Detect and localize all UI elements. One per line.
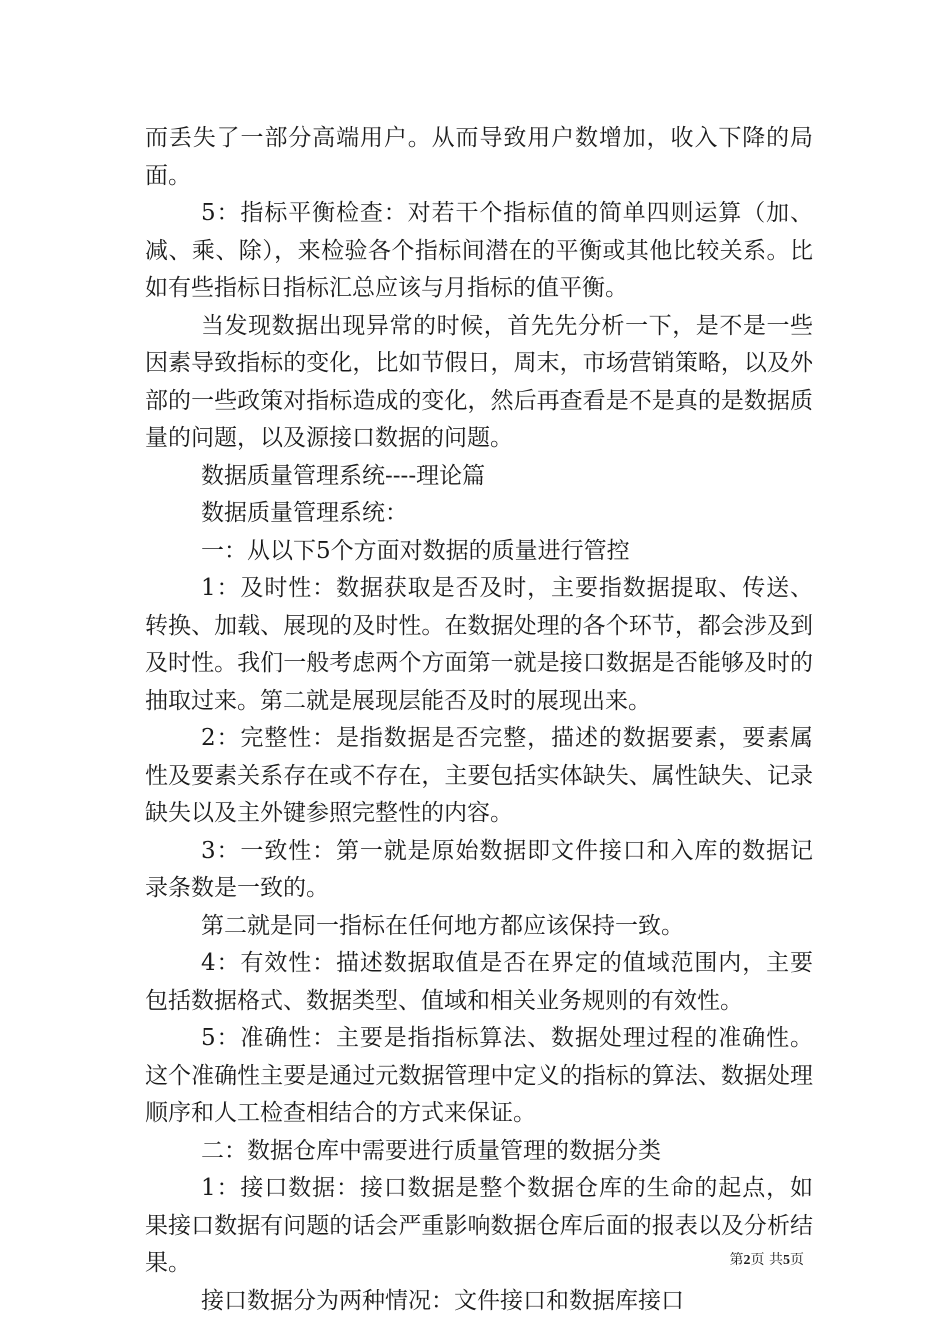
heading-part-two: 二：数据仓库中需要进行质量管理的数据分类 — [201, 1137, 661, 1164]
heading-part-one: 一：从以下5个方面对数据的质量进行管控 — [201, 537, 630, 564]
paragraph-3: 当发现数据出现异常的时候，首先先分析一下，是不是一些因素导致指标的变化，比如节假日，周末，市场营销策略，以及外部的一些政策对指标造成的变化，然后再查看是不是真的是数据质量的问题，以及源接口数据的问题。 — [145, 312, 813, 451]
footer-suffix: 页 — [790, 1252, 804, 1268]
footer-middle: 页 共 — [750, 1252, 783, 1268]
paragraph-last: 接口数据分为两种情况：文件接口和数据库接口 — [201, 1287, 684, 1314]
item-interface-data: 1：接口数据：接口数据是整个数据仓库的生命的起点，如果接口数据有问题的话会严重影响数据仓库后面的报表以及分析结果。 — [145, 1175, 813, 1276]
document-body — [145, 120, 813, 1320]
paragraph-1: 而丢失了一部分高端用户。从而导致用户数增加，收入下降的局面。 — [145, 125, 813, 189]
page-number-footer — [730, 1249, 804, 1269]
footer-prefix: 第 — [729, 1252, 744, 1268]
item-validity: 4：有效性：描述数据取值是否在界定的值域范围内，主要包括数据格式、数据类型、值域和相关业务规则的有效性。 — [145, 950, 813, 1014]
item-accuracy: 5：准确性：主要是指指标算法、数据处理过程的准确性。这个准确性主要是通过元数据管理中定义的指标的算法、数据处理顺序和人工检查相结合的方式来保证。 — [145, 1025, 813, 1126]
paragraph-2: 5：指标平衡检查：对若干个指标值的简单四则运算（加、减、乘、除），来检验各个指标间潜在的平衡或其他比较关系。比如有些指标日指标汇总应该与月指标的值平衡。 — [145, 200, 813, 301]
total-pages-number: 5 — [783, 1253, 790, 1268]
paragraph-5: 数据质量管理系统： — [201, 500, 408, 526]
item-consistency-cont: 第二就是同一指标在任何地方都应该保持一致。 — [201, 912, 684, 939]
item-consistency: 3：一致性：第一就是原始数据即文件接口和入库的数据记录条数是一致的。 — [145, 837, 813, 901]
item-timeliness: 1：及时性：数据获取是否及时，主要指数据提取、传送、转换、加载、展现的及时性。在数据处理的各个环节，都会涉及到及时性。我们一般考虑两个方面第一就是接口数据是否能够及时的抽取过来。第二就是展现层能否及时的展现出来。 — [145, 575, 813, 714]
current-page-number: 2 — [743, 1253, 751, 1268]
item-completeness: 2：完整性：是指数据是否完整，描述的数据要素，要素属性及要素关系存在或不存在，主要包括实体缺失、属性缺失、记录缺失以及主外键参照完整性的内容。 — [145, 725, 813, 826]
section-heading-theory: 数据质量管理系统----理论篇 — [201, 462, 486, 489]
